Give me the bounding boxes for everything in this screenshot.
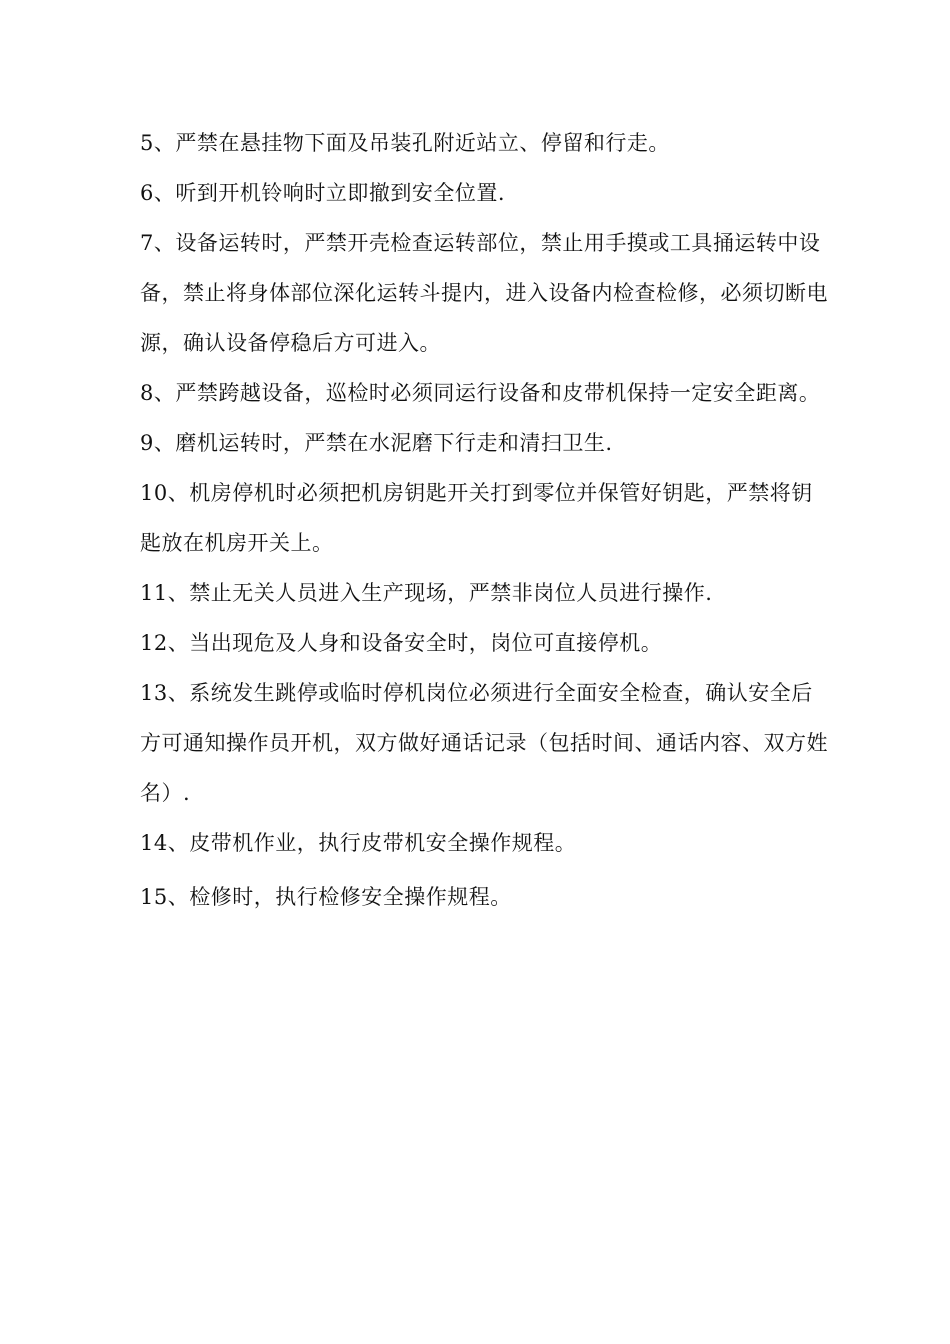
rule-item-6: 6、听到开机铃响时立即撤到安全位置.	[140, 181, 506, 205]
rule-item-13: 13、系统发生跳停或临时停机岗位必须进行全面安全检查，确认安全后方可通知操作员开机，双方做好通话记录（包括时间、通话内容、双方姓名）.	[140, 681, 828, 805]
rule-item-12: 12、当出现危及人身和设备安全时，岗位可直接停机。	[140, 631, 663, 655]
rule-item-14: 14、皮带机作业，执行皮带机安全操作规程。	[140, 831, 577, 855]
rule-item-8: 8、严禁跨越设备，巡检时必须同运行设备和皮带机保持一定安全距离。	[140, 381, 821, 405]
rule-item-7: 7、设备运转时，严禁开壳检查运转部位，禁止用手摸或工具捅运转中设备，禁止将身体部位深化运转斗提内，进入设备内检查检修，必须切断电源，确认设备停稳后方可进入。	[140, 231, 828, 355]
rule-item-9: 9、磨机运转时，严禁在水泥磨下行走和清扫卫生.	[140, 431, 613, 455]
rule-item-15: 15、检修时，执行检修安全操作规程。	[140, 885, 512, 909]
rule-item-11: 11、禁止无关人员进入生产现场，严禁非岗位人员进行操作.	[140, 581, 713, 605]
rule-item-10: 10、机房停机时必须把机房钥匙开关打到零位并保管好钥匙，严禁将钥匙放在机房开关上。	[140, 481, 813, 555]
rule-item-5: 5、严禁在悬挂物下面及吊装孔附近站立、停留和行走。	[140, 131, 670, 155]
safety-rules-list	[140, 118, 830, 922]
